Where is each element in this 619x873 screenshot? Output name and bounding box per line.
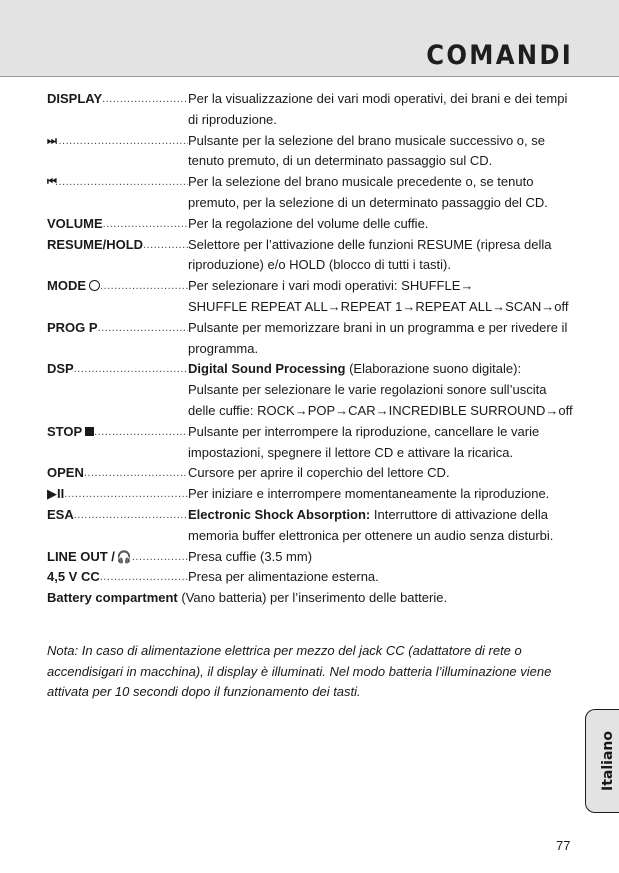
language-tab xyxy=(585,709,619,813)
control-volume xyxy=(47,214,577,235)
page-number: 77 xyxy=(556,838,571,853)
page-title: COMANDI xyxy=(426,40,573,71)
language-tab-label: Italiano xyxy=(600,731,616,791)
control-description: Presa per alimentazione esterna. xyxy=(188,569,379,585)
control-display xyxy=(47,89,577,131)
control-battery xyxy=(47,588,577,609)
control-description: Electronic Shock Absorption: Interruttore di attivazione della memoria buffer elettronica per ottenere un audio senza disturbi. xyxy=(188,506,554,543)
control-prog xyxy=(47,318,577,360)
control-key: OPEN xyxy=(47,465,84,481)
next-icon: ⏭ xyxy=(47,134,55,147)
control-description: Per iniziare e interrompere momentaneamente la riproduzione. xyxy=(188,486,550,502)
dot-leader xyxy=(98,318,188,339)
dot-leader xyxy=(55,131,188,152)
control-description: Per la selezione del brano musicale precedente o, se tenuto premuto, per la selezione di un determinato passaggio del CD. xyxy=(188,174,548,210)
control-description: Per selezionare i vari modi operativi: SHUFFLE→ SHUFFLE REPEAT ALL→REPEAT 1→REPEAT ALL→SCAN→off xyxy=(188,278,569,314)
control-description: Cursore per aprire il coperchio del lettore CD. xyxy=(188,465,450,481)
control-next xyxy=(47,131,577,173)
control-description: Pulsante per interrompere la riproduzione, cancellare le varie impostazioni, spegnere il lettore CD e attivare la ricarica. xyxy=(188,423,540,460)
dot-leader xyxy=(64,484,188,505)
dot-leader xyxy=(55,172,188,193)
note xyxy=(47,641,557,703)
dot-leader xyxy=(94,422,188,443)
control-key: PROG P xyxy=(47,319,98,335)
note-label: Nota: xyxy=(47,643,79,658)
control-play-pause xyxy=(47,484,577,505)
control-stop xyxy=(47,422,577,464)
dot-leader xyxy=(143,235,188,256)
control-key: DISPLAY xyxy=(47,91,103,106)
play-pause-icon: ▶II xyxy=(47,486,65,502)
control-previous xyxy=(47,172,577,214)
dot-leader xyxy=(74,359,188,380)
control-key: Battery compartment xyxy=(47,590,178,606)
control-key: RESUME/HOLD xyxy=(47,236,144,252)
control-dc-in xyxy=(47,567,577,588)
dot-leader xyxy=(100,567,188,588)
control-key: VOLUME xyxy=(47,215,103,231)
control-description: (Vano batteria) per l’inserimento delle batterie. xyxy=(177,590,448,606)
dot-leader xyxy=(84,463,188,484)
control-key: ESA xyxy=(47,506,74,522)
control-description: Per la visualizzazione dei vari modi operativi, dei brani e dei tempi di riproduzione. xyxy=(188,91,568,127)
control-key: MODE xyxy=(47,276,100,297)
dot-leader xyxy=(100,276,188,297)
dot-leader xyxy=(102,89,188,110)
square-icon xyxy=(85,427,94,436)
control-mode xyxy=(47,276,577,318)
control-description: Pulsante per la selezione del brano musicale successivo o, se tenuto premuto, di un determinato passaggio sul CD. xyxy=(188,132,545,169)
control-description: Presa cuffie (3.5 mm) xyxy=(188,548,313,564)
headphones-icon: 🎧 xyxy=(116,549,132,564)
control-description: Pulsante per memorizzare brani in un programma e per rivedere il programma. xyxy=(188,319,568,356)
control-description: Selettore per l’attivazione delle funzioni RESUME (ripresa della riproduzione) e/o HOLD (blocco di tutti i tasti). xyxy=(188,236,552,273)
note-text: In caso di alimentazione elettrica per mezzo del jack CC (adattatore di rete o accendisigari in macchina), il display è illuminati. Nel modo batteria l’illuminazione viene attivata per 10 secondi dopo il funzionamento dei tasti. xyxy=(47,643,552,700)
control-esa xyxy=(47,505,577,547)
control-description: Digital Sound Processing (Elaborazione suono digitale): Pulsante per selezionare le varie regolazioni sonore sull’uscita delle cuffie: ROCK→POP→CAR→INCREDIBLE SURROUND→off xyxy=(188,361,573,418)
dot-leader xyxy=(103,214,188,235)
control-key: DSP xyxy=(47,361,74,377)
control-key: STOP xyxy=(47,422,94,443)
control-open xyxy=(47,463,577,484)
control-dsp xyxy=(47,359,577,421)
control-description: Per la regolazione del volume delle cuffie. xyxy=(188,215,429,231)
dot-leader xyxy=(74,505,188,526)
circle-icon xyxy=(89,280,100,291)
previous-icon: ⏮ xyxy=(47,176,55,189)
control-key: LINE OUT / 🎧 xyxy=(47,548,132,564)
control-key: 4,5 V CC xyxy=(47,569,100,585)
control-line-out xyxy=(47,547,577,568)
controls-list xyxy=(47,89,577,609)
dot-leader xyxy=(132,547,188,568)
control-resume-hold xyxy=(47,235,577,277)
